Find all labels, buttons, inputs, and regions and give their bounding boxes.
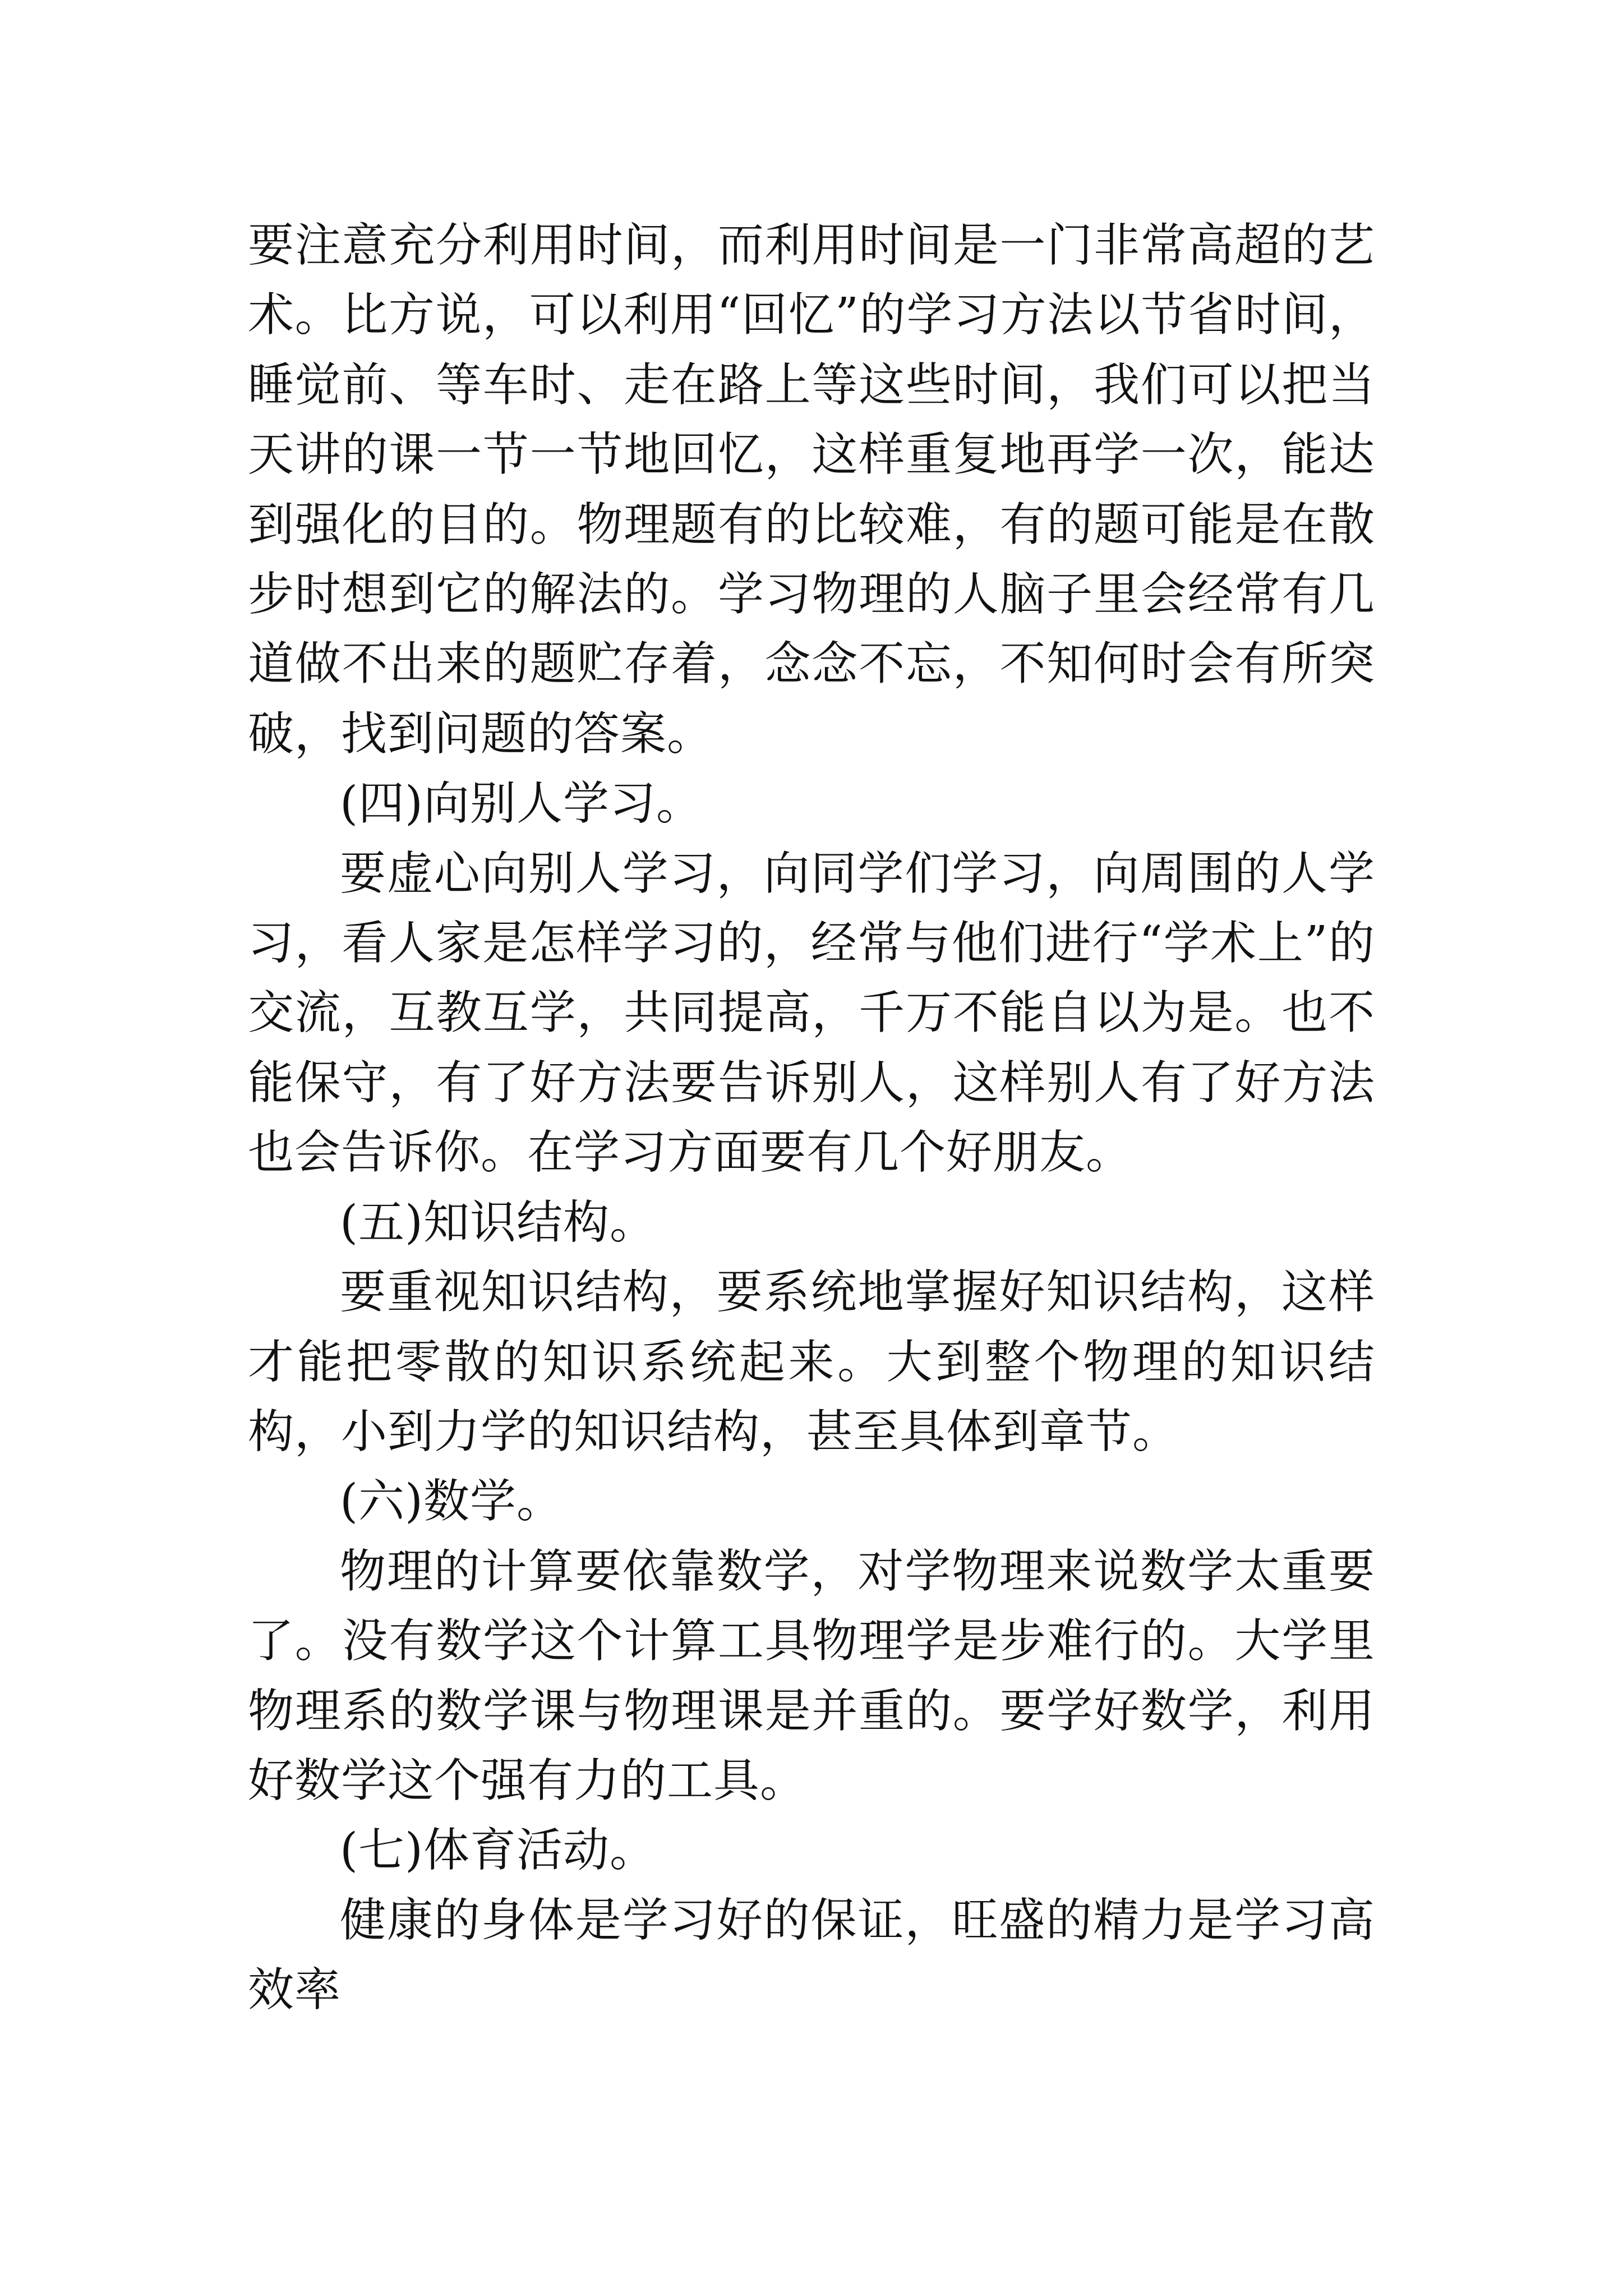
paragraph-sports-activities: 健康的身体是学习好的保证，旺盛的精力是学习高效率 [248,1893,1375,2017]
heading-mathematics: (六)数学。 [340,1475,563,1529]
document-page [248,211,1375,2026]
paragraph-knowledge-structure: 要重视知识结构，要系统地掌握好知识结构，这样才能把零散的知识系统起来。大到整个物理的知识结构，小到力学的知识结构，甚至具体到章节。 [248,1266,1375,1458]
heading-sports-activities: (七)体育活动。 [340,1824,656,1878]
heading-learn-from-others: (四)向别人学习。 [340,777,703,831]
heading-knowledge-structure: (五)知识结构。 [340,1195,656,1249]
paragraph-mathematics: 物理的计算要依靠数学，对学物理来说数学太重要了。没有数学这个计算工具物理学是步难行的。大学里物理系的数学课与物理课是并重的。要学好数学，利用好数学这个强有力的工具。 [248,1544,1375,1807]
paragraph-time-usage: 要注意充分利用时间，而利用时间是一门非常高超的艺术。比方说，可以利用“回忆”的学习方法以节省时间，睡觉前、等车时、走在路上等这些时间，我们可以把当天讲的课一节一节地回忆，这样重复地再学一次，能达到强化的目的。物理题有的比较难，有的题可能是在散步时想到它的解法的。学习物理的人脑子里会经常有几道做不出来的题贮存着，念念不忘，不知何时会有所突破，找到问题的答案。 [248,219,1375,761]
paragraph-learn-from-others: 要虚心向别人学习，向同学们学习，向周围的人学习，看人家是怎样学习的，经常与他们进行“学术上”的交流，互教互学，共同提高，千万不能自以为是。也不能保守，有了好方法要告诉别人，这样别人有了好方法也会告诉你。在学习方面要有几个好朋友。 [248,846,1375,1180]
